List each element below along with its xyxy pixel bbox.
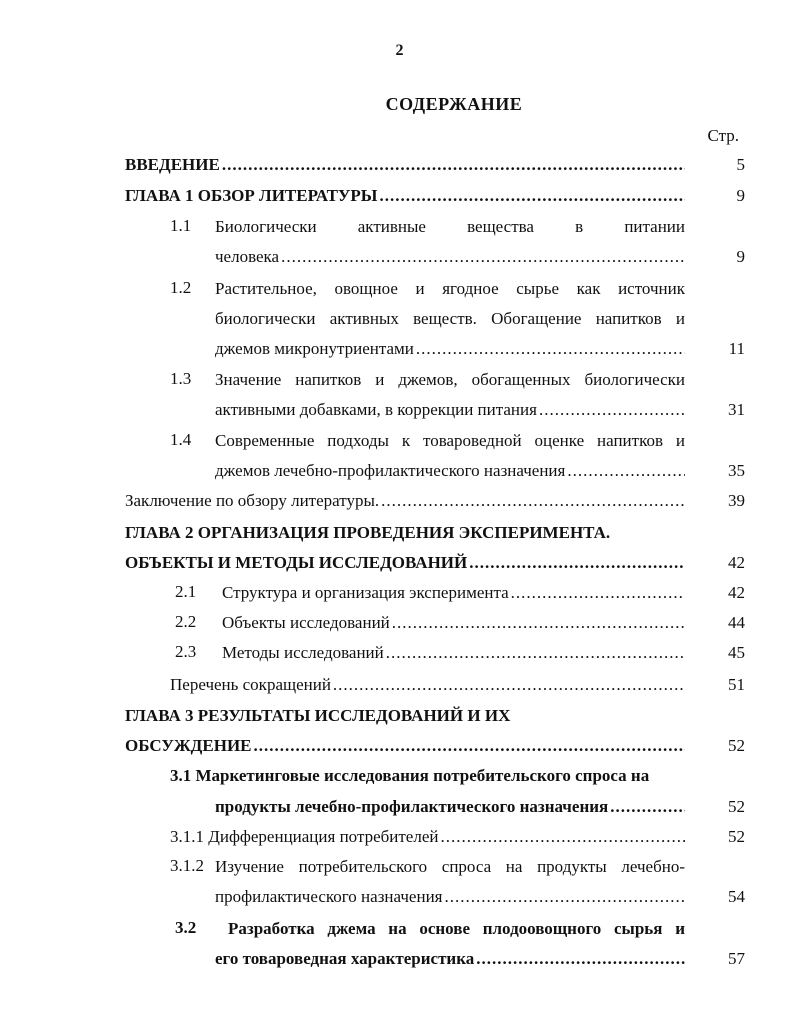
toc-page: 45 [728, 643, 745, 662]
page-column-label: Стр. [707, 126, 739, 145]
toc-entry-intro: ВВЕДЕНИЕ ..... 5 [125, 154, 685, 176]
toc-entry-1-2-line2: биологически активных веществ. Обогащение напитков и [215, 309, 685, 328]
toc-entry-chapter-3-line2: ОБСУЖДЕНИЕ ..... 52 [125, 735, 685, 757]
toc-page: 57 [728, 949, 745, 968]
toc-entry-1-1-line1: Биологически активные вещества в питании [215, 217, 685, 236]
toc-entry-chapter-3-line1: ГЛАВА 3 РЕЗУЛЬТАТЫ ИССЛЕДОВАНИЙ И ИХ [125, 706, 511, 725]
toc-section-number: 2.2 [175, 612, 197, 631]
toc-entry-3-2-line1: Разработка джема на основе плодоовощного сырья и [228, 919, 685, 938]
toc-section-number: 2.1 [175, 582, 197, 601]
toc-section-number: 1.3 [170, 369, 192, 388]
toc-entry-abbreviations: Перечень сокращений ..... 51 [170, 674, 685, 696]
toc-section-number: 1.4 [170, 430, 192, 449]
toc-page: 44 [728, 613, 745, 632]
toc-section-number: 2.3 [175, 642, 197, 661]
toc-page: 42 [728, 553, 745, 572]
toc-entry-1-3-line2: активными добавками, в коррекции питания ..... 31 [215, 399, 685, 421]
toc-page: 52 [728, 736, 745, 755]
toc-section-number: 1.2 [170, 278, 192, 297]
toc-entry-2-1: Структура и организация эксперимента ..... 42 [222, 582, 685, 604]
toc-page: 39 [728, 491, 745, 510]
toc-entry-1-4-line2: джемов лечебно-профилактического назначения ..... 35 [215, 460, 685, 482]
toc-entry-3-1-1: 3.1.1 Дифференциация потребителей ..... 52 [170, 826, 685, 848]
page-number: 2 [395, 42, 404, 59]
toc-entry-2-2: Объекты исследований ..... 44 [222, 612, 685, 634]
toc-page: 9 [736, 247, 745, 266]
toc-entry-chapter-2-line1: ГЛАВА 2 ОРГАНИЗАЦИЯ ПРОВЕДЕНИЯ ЭКСПЕРИМЕНТА. [125, 523, 611, 542]
toc-section-number: 3.2 [175, 918, 197, 937]
toc-page: 31 [728, 400, 745, 419]
page-title: СОДЕРЖАНИЕ [385, 94, 523, 114]
toc-page: 5 [736, 155, 745, 174]
toc-page: 35 [728, 461, 745, 480]
toc-section-number: 3.1.2 [170, 856, 204, 875]
toc-entry-lit-conclusion: Заключение по обзору литературы. ..... 39 [125, 490, 685, 512]
toc-entry-1-2-line1: Растительное, овощное и ягодное сырье как источник [215, 279, 685, 298]
toc-entry-1-4-line1: Современные подходы к товароведной оценке напитков и [215, 431, 685, 450]
toc-page: 54 [728, 887, 745, 906]
toc-page: 42 [728, 583, 745, 602]
toc-page: 52 [728, 827, 745, 846]
toc-entry-2-3: Методы исследований ..... 45 [222, 642, 685, 664]
toc-page: 9 [736, 186, 745, 205]
toc-entry-1-1-line2: человека ..... 9 [215, 246, 685, 268]
toc-entry-3-2-line2: его товароведная характеристика ..... 57 [215, 948, 685, 970]
toc-entry-chapter-2-line2: ОБЪЕКТЫ И МЕТОДЫ ИССЛЕДОВАНИЙ ..... 42 [125, 552, 685, 574]
toc-page: 52 [728, 797, 745, 816]
toc-entry-3-1-line1: 3.1 Маркетинговые исследования потребительского спроса на [170, 766, 650, 785]
toc-entry-3-1-2-line2: профилактического назначения ..... 54 [215, 886, 685, 908]
toc-entry-1-2-line3: джемов микронутриентами ..... 11 [215, 338, 685, 360]
toc-page: 51 [728, 675, 745, 694]
toc-entry-3-1-line2: продукты лечебно-профилактического назначения ..... 52 [215, 796, 685, 818]
toc-entry-1-3-line1: Значение напитков и джемов, обогащенных биологически [215, 370, 685, 389]
toc-entry-chapter-1: ГЛАВА 1 ОБЗОР ЛИТЕРАТУРЫ ..... 9 [125, 185, 685, 207]
toc-section-number: 1.1 [170, 216, 192, 235]
toc-page: 11 [728, 339, 745, 358]
toc-entry-3-1-2-line1: Изучение потребительского спроса на продукты лечебно- [215, 857, 685, 876]
